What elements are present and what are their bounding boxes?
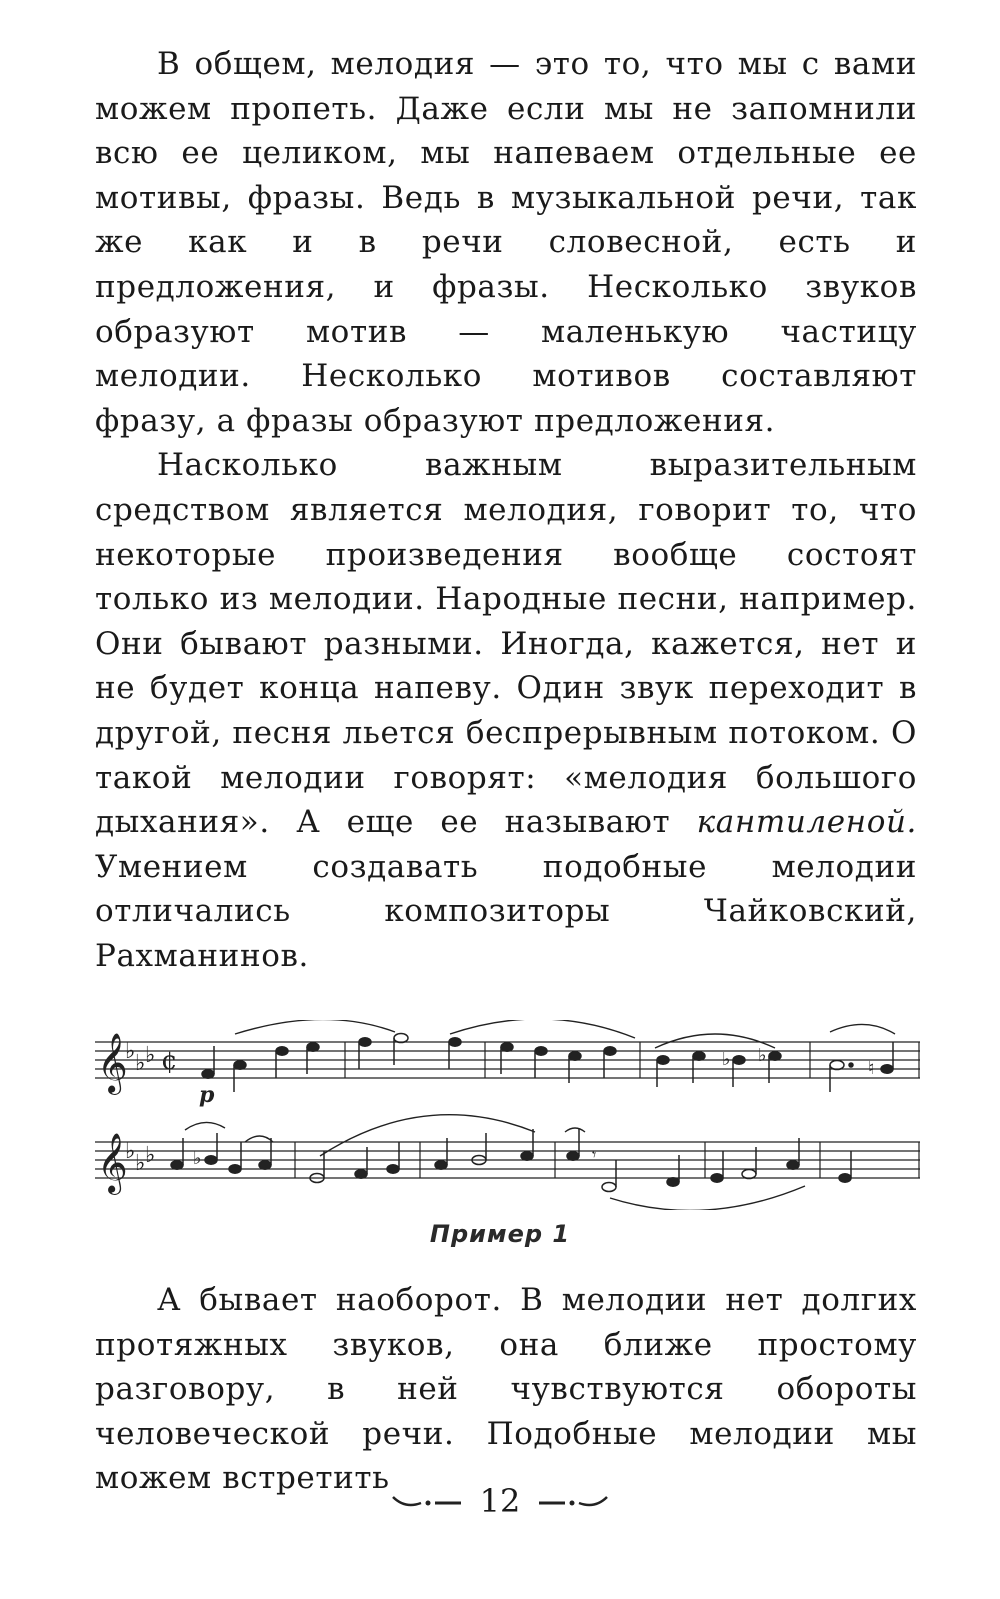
body-text-top <box>95 42 917 978</box>
paragraph-2-text-before: Насколько важным выразительным средством является мелодия, говорит то, что некоторые произведения вообще состоят только из мелодии. Народные песни, например. Они бывают разными. Иногда, кажется, нет и не будет конца напеву. Один звук переходит в другой, песня льется беспрерывным потоком. О такой мелодии говорят: «мелодия большого дыхания». А еще ее называют <box>95 447 917 841</box>
slurs-staff-1 <box>235 1020 895 1048</box>
flat-icon: ♭ <box>135 1151 146 1176</box>
page-footer <box>0 1482 1000 1522</box>
page-number: 12 <box>479 1482 521 1520</box>
flat-icon: ♭ <box>145 1043 156 1068</box>
footer-ornament-right-icon <box>539 1491 609 1511</box>
staff-2 <box>95 1142 920 1178</box>
music-example-score <box>95 1020 920 1210</box>
footer-ornament-left-icon <box>391 1491 461 1511</box>
flat-icon: ♭ <box>145 1143 156 1168</box>
paragraph-3: А бывает наоборот. В мелодии нет долгих протяжных звуков, она ближе простому разговору, в ней чувствуются обороты человеческой речи. Подобные мелодии мы можем встретить <box>95 1282 917 1497</box>
flat-icon: ♭ <box>135 1051 146 1076</box>
flat-icon: ♭ <box>125 1139 136 1164</box>
treble-clef-icon: 𝄞 <box>97 1133 128 1193</box>
flat-icon: ♭ <box>193 1148 202 1169</box>
flat-icon: ♭ <box>722 1049 731 1070</box>
body-text-bottom <box>95 1278 917 1501</box>
slurs-staff-2 <box>185 1115 805 1210</box>
term-cantilena: кантиленой. <box>696 804 917 841</box>
flat-icon: ♭ <box>125 1039 136 1064</box>
eighth-rest-icon: 𝄾 <box>592 1145 597 1164</box>
natural-icon: ♮ <box>868 1058 875 1079</box>
music-example-caption: Пример 1 <box>429 1220 571 1248</box>
paragraph-2-text-after: Умением создавать подобные мелодии отличались композиторы Чайковский, Рахманинов. <box>95 848 917 974</box>
paragraph-1: В общем, мелодия — это то, что мы с вами можем пропеть. Даже если мы не запомнили всю ее целиком, мы напеваем отдельные ее мотивы, фразы. Ведь в музыкальной речи, так же как и в речи словесной, есть и предложения, и фразы. Несколько звуков образуют мотив — маленькую частицу мелодии. Несколько мотивов составляют фразу, а фразы образуют предложения. <box>95 46 917 439</box>
dynamic-marking: p <box>199 1082 215 1108</box>
paragraph-2 <box>95 443 917 978</box>
time-signature: ¢ <box>161 1046 178 1076</box>
flat-icon: ♭ <box>758 1045 767 1066</box>
treble-clef-icon: 𝄞 <box>97 1033 128 1093</box>
